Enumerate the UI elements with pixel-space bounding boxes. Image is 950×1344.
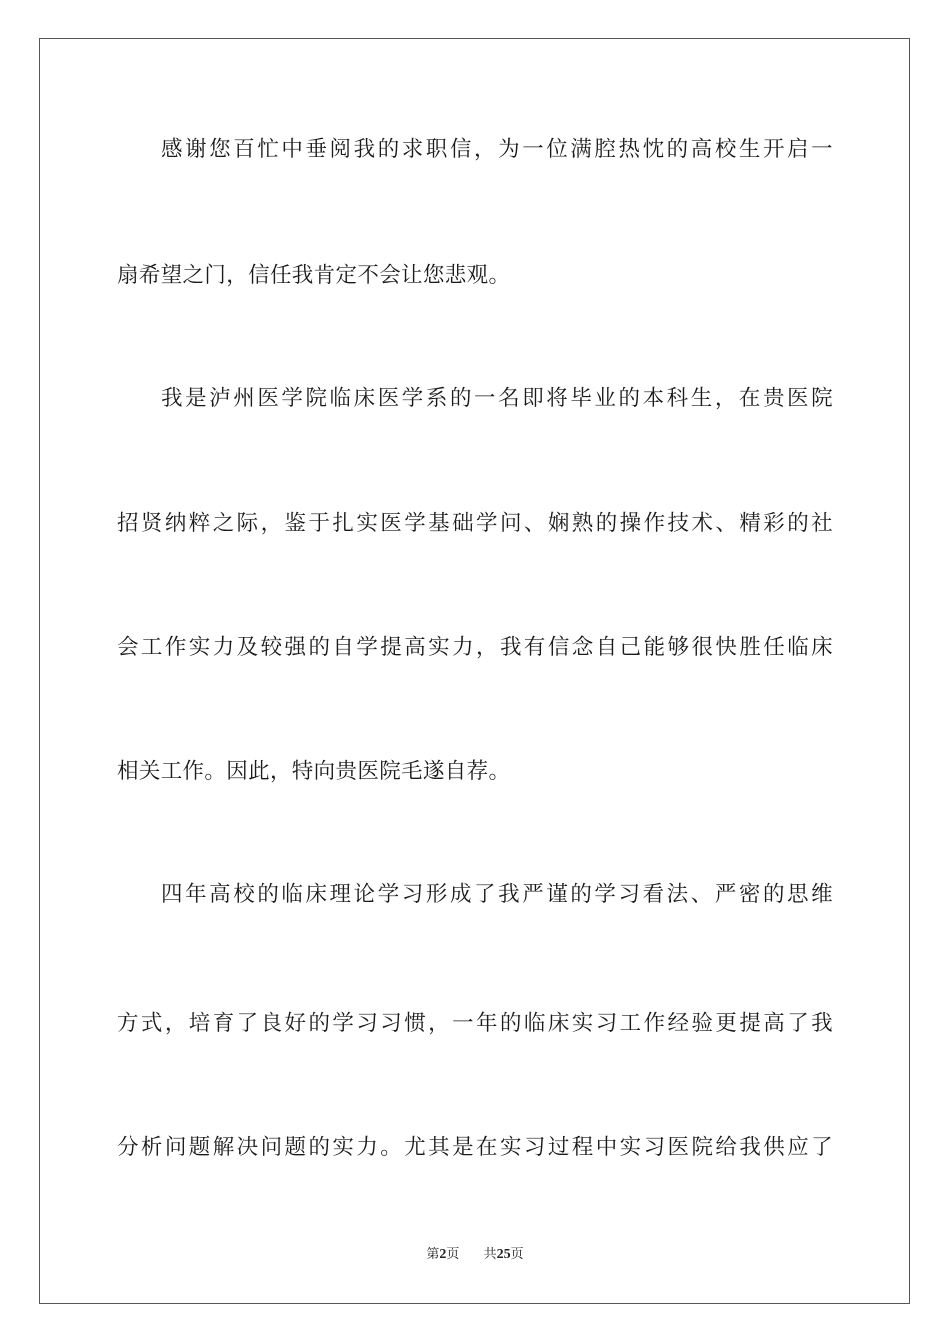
paragraph-3-line-1: 四年高校的临床理论学习形成了我严谨的学习看法、严密的思维: [161, 882, 833, 907]
page-prefix: 第: [426, 1247, 440, 1262]
paragraph-3-line-3: 分析问题解决问题的实力。尤其是在实习过程中实习医院给我供应了: [117, 1135, 833, 1160]
page-footer: [0, 1246, 950, 1264]
total-pages: 25: [496, 1247, 511, 1262]
paragraph-1-line-2: 扇希望之门，信任我肯定不会让您悲观。: [117, 263, 511, 288]
page-suffix: 页: [446, 1247, 460, 1262]
total-suffix: 页: [510, 1247, 524, 1262]
paragraph-2-line-2: 招贤纳粹之际，鉴于扎实医学基础学问、娴熟的操作技术、精彩的社: [117, 511, 833, 536]
page-number-label: [426, 1246, 459, 1264]
paragraph-1-line-1: 感谢您百忙中垂阅我的求职信，为一位满腔热忱的高校生开启一: [161, 137, 833, 162]
paragraph-2-line-3: 会工作实力及较强的自学提高实力，我有信念自己能够很快胜任临床: [117, 635, 833, 660]
page-border: [39, 38, 910, 1304]
page-number: 2: [439, 1247, 447, 1262]
paragraph-2-line-1: 我是泸州医学院临床医学系的一名即将毕业的本科生，在贵医院: [161, 386, 833, 411]
total-prefix: 共: [483, 1247, 497, 1262]
paragraph-2-line-4: 相关工作。因此，特向贵医院毛遂自荐。: [117, 759, 511, 784]
total-pages-label: [484, 1246, 524, 1264]
paragraph-3-line-2: 方式，培育了良好的学习习惯，一年的临床实习工作经验更提高了我: [117, 1011, 833, 1036]
